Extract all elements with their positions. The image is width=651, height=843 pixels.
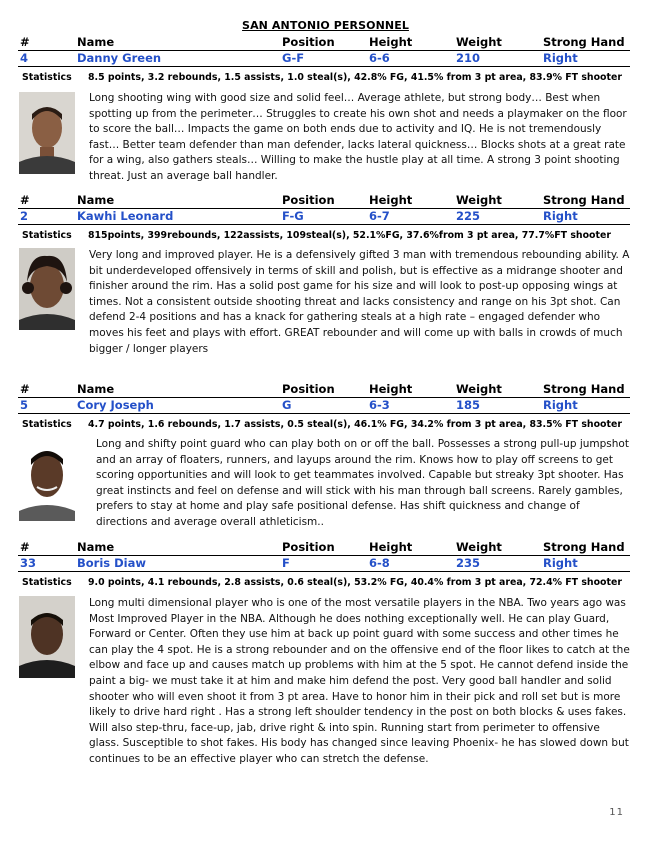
player-name: Danny Green: [77, 51, 162, 65]
player-position: F: [282, 556, 290, 570]
page-title: SAN ANTONIO PERSONNEL: [242, 19, 409, 32]
player-weight: 225: [456, 209, 481, 223]
header-name: Name: [77, 193, 115, 207]
header-position: Position: [282, 382, 335, 396]
header-weight: Weight: [456, 382, 502, 396]
page-number: 11: [609, 807, 624, 818]
header-row: [18, 540, 630, 556]
player-number: 33: [20, 556, 37, 570]
statistics-text: 8.5 points, 3.2 rebounds, 1.5 assists, 1.0 steal(s), 42.8% FG, 41.5% from 3 pt area, 83.9% FT shooter: [88, 72, 622, 83]
player-number: 5: [20, 398, 29, 412]
header-height: Height: [369, 35, 413, 49]
header-strong-hand: Strong Hand: [543, 35, 625, 49]
player-weight: 210: [456, 51, 481, 65]
player-weight: 235: [456, 556, 481, 570]
header-weight: Weight: [456, 35, 502, 49]
player-photo: [19, 596, 75, 678]
statistics-label: Statistics: [22, 577, 72, 588]
player-statistics: [22, 577, 622, 588]
player-height: 6-3: [369, 398, 390, 412]
statistics-text: 815points, 399rebounds, 122assists, 109steal(s), 52.1%FG, 37.6%from 3 pt area, 77.7%FT shooter: [88, 230, 611, 241]
header-strong-hand: Strong Hand: [543, 540, 625, 554]
header-row: [18, 382, 630, 398]
player-height: 6-6: [369, 51, 390, 65]
statistics-label: Statistics: [22, 419, 72, 430]
header-number: #: [20, 540, 30, 554]
player-photo: [19, 439, 75, 521]
player-height: 6-7: [369, 209, 390, 223]
player-name: Kawhi Leonard: [77, 209, 174, 223]
header-strong-hand: Strong Hand: [543, 193, 625, 207]
header-name: Name: [77, 540, 115, 554]
header-name: Name: [77, 382, 115, 396]
player-position: F-G: [282, 209, 304, 223]
player-row: [18, 51, 630, 67]
header-weight: Weight: [456, 193, 502, 207]
player-height: 6-8: [369, 556, 390, 570]
player-description: Long and shifty point guard who can play both on or off the ball. Possesses a strong pull-up jumpshot and an array of floaters, runners, and layups around the rim. Knows how to play off screens to get scoring opportunities and will look to get teammates involved. Capable but streaky 3pt shooter. Has great instincts and feel on defense and will stick with his man through ball screens. Rarely gambles, prefers to stay at home and play safe positional defense. Has shift quickness and change of directions and average overall athleticism..: [96, 438, 629, 528]
player-number: 4: [20, 51, 29, 65]
player-statistics: [22, 72, 622, 83]
player-photo: [19, 92, 75, 174]
player-description: Very long and improved player. He is a defensively gifted 3 man with tremendous rebounding ability. A bit underdeveloped offensively in terms of skill and polish, but is effective as a midrange shooter and finisher around the rim. Has a solid post game for his size and will look to post-up opposing wings at times. Not a consistent outside shooting threat and lacks consistency and range on his 3pt shot. Can defend 2-4 positions and has a knack for gathering steals at a high rate – engaged defender who moves his feet and plays with effort. GREAT rebounder and will come up with balls in crowds of much bigger / longer players: [89, 249, 630, 355]
player-position: G-F: [282, 51, 305, 65]
header-height: Height: [369, 382, 413, 396]
header-position: Position: [282, 35, 335, 49]
header-position: Position: [282, 193, 335, 207]
player-description: Long multi dimensional player who is one of the most versatile players in the NBA. Two years ago was Most Improved Player in the NBA. Although he does nothing exceptionally well. He can play Guard, Forward or Center. Often they use him at back up point guard with some success and other times he can play the 4 spot. He is a strong rebounder and on the offensive end of the floor likes to catch at the elbow and face up and causes match up problems with him at the 5 spot. He cannot defend inside the paint a big- we must take it at him and make him defend the post. Very good ball handler and solid shooter who will even shoot it from 3 pt area. Have to honor him in their pick and roll set but is more likely to drive hard right . Has a strong left shoulder tendency in the post on both blocks & uses fakes. Will also step-thru, face-up, jab, drive right & into spin. Running start from perimeter to offensive glass. Susceptible to shot fakes. His body has changed since leaving Phoenix- he has slowed down but continues to be an effective player who can stretch the defense.: [89, 597, 630, 765]
player-name: Boris Diaw: [77, 556, 146, 570]
player-row: [18, 556, 630, 572]
header-height: Height: [369, 540, 413, 554]
header-height: Height: [369, 193, 413, 207]
statistics-label: Statistics: [22, 72, 72, 83]
player-weight: 185: [456, 398, 481, 412]
header-name: Name: [77, 35, 115, 49]
statistics-label: Statistics: [22, 230, 72, 241]
player-position: G: [282, 398, 292, 412]
header-weight: Weight: [456, 540, 502, 554]
player-name: Cory Joseph: [77, 398, 154, 412]
header-number: #: [20, 193, 30, 207]
player-strong-hand: Right: [543, 51, 578, 65]
player-row: [18, 398, 630, 414]
player-description: Long shooting wing with good size and solid feel… Average athlete, but strong body… Best when spotting up from the perimeter… Struggles to create his own shot and needs a playmaker on the floor to score the ball… Impacts the game on both ends due to activity and IQ. He is not tremendously fast… Better team defender than man defender, lacks lateral quickness… Blocks shots at a great rate for a wing, also gathers steals… Willing to make the hustle play at all time. A strong 3 point shooting threat. Just an average ball handler.: [89, 92, 627, 182]
header-row: [18, 193, 630, 209]
player-strong-hand: Right: [543, 209, 578, 223]
player-row: [18, 209, 630, 225]
header-number: #: [20, 35, 30, 49]
player-photo: [19, 248, 75, 330]
player-strong-hand: Right: [543, 398, 578, 412]
player-statistics: [22, 419, 622, 430]
header-strong-hand: Strong Hand: [543, 382, 625, 396]
player-statistics: [22, 230, 611, 241]
player-strong-hand: Right: [543, 556, 578, 570]
header-row: [18, 35, 630, 51]
header-position: Position: [282, 540, 335, 554]
statistics-text: 4.7 points, 1.6 rebounds, 1.7 assists, 0.5 steal(s), 46.1% FG, 34.2% from 3 pt area, 83.5% FT shooter: [88, 419, 622, 430]
header-number: #: [20, 382, 30, 396]
statistics-text: 9.0 points, 4.1 rebounds, 2.8 assists, 0.6 steal(s), 53.2% FG, 40.4% from 3 pt area, 72.4% FT shooter: [88, 577, 622, 588]
player-number: 2: [20, 209, 29, 223]
